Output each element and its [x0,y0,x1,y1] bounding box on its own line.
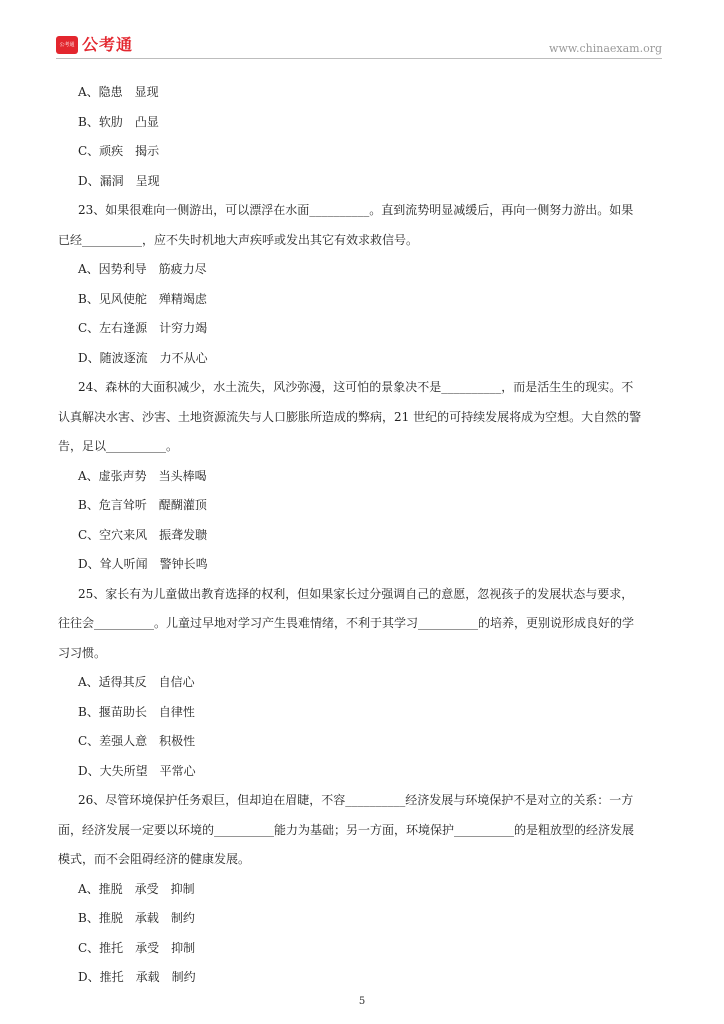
answer-option: B、揠苗助长 自律性 [78,704,195,719]
answer-option: C、推托 承受 抑制 [78,940,196,955]
answer-option: D、漏洞 呈现 [78,173,160,188]
question-text: 23、如果很难向一侧游出，可以漂浮在水面__________。直到流势明显减缓后，再向一侧努力游出。如果 [78,203,634,217]
answer-option: C、差强人意 积极性 [78,734,196,748]
question-text-continued: 习习惯。 [58,645,107,660]
answer-option: A、隐患 显现 [78,85,159,99]
answer-option: B、软肋 凸显 [78,114,159,129]
question-text: 26、尽管环境保护任务艰巨，但却迫在眉睫，不容__________经济发展与环境保护不是对立的关系：一方 [78,793,634,807]
question-text-continued: 认真解决水害、沙害、土地资源流失与人口膨胀所造成的弊病，21 世纪的可持续发展将成为空想。大自然的警 [58,409,642,424]
answer-option: A、虚张声势 当头棒喝 [78,468,207,483]
question-text-continued: 已经__________，应不失时机地大声疾呼或发出其它有效求救信号。 [58,232,419,247]
question-text-continued: 模式，而不会阻碍经济的健康发展。 [58,852,251,866]
question-text-continued: 往往会__________。儿童过早地对学习产生畏难情绪，不利于其学习__________的培养，更别说形成良好的学 [58,616,635,630]
answer-option: D、大失所望 平常心 [78,763,196,778]
answer-option: C、顽疾 揭示 [78,144,160,158]
document-body [58,78,666,993]
answer-option: D、推托 承载 制约 [78,970,196,984]
page-number: 5 [358,996,366,1007]
answer-option: A、因势利导 筋疲力尽 [78,262,207,276]
question-text: 25、家长有为儿童做出教育选择的权利，但如果家长过分强调自己的意愿，忽视孩子的发展状态与要求， [78,586,634,601]
question-text: 24、森林的大面积减少，水土流失，风沙弥漫，这可怕的景象决不是__________，而是活生生的现实。不 [78,380,634,394]
answer-option: A、推脱 承受 抑制 [78,881,195,896]
answer-option: D、耸人听闻 警钟长鸣 [78,557,208,571]
answer-option: C、左右逢源 计穷力竭 [78,321,208,335]
header-divider [56,58,662,59]
answer-option: B、推脱 承载 制约 [78,911,195,925]
logo-text: 公考通 [82,35,134,54]
answer-option: D、随波逐流 力不从心 [78,350,208,365]
answer-option: C、空穴来风 振聋发聩 [78,527,208,542]
question-text-continued: 面，经济发展一定要以环境的__________能力为基础；另一方面，环境保护__________的是粗放型的经济发展 [58,822,635,837]
answer-option: B、见风使舵 殚精竭虑 [78,291,207,306]
answer-option: A、适得其反 自信心 [78,675,195,689]
logo-icon: 公考通 [56,36,78,54]
site-url: www.chinaexam.org [549,42,662,55]
page-header [56,34,662,60]
answer-option: B、危言耸听 醍醐灌顶 [78,498,207,512]
question-text-continued: 告，足以__________。 [58,439,179,453]
